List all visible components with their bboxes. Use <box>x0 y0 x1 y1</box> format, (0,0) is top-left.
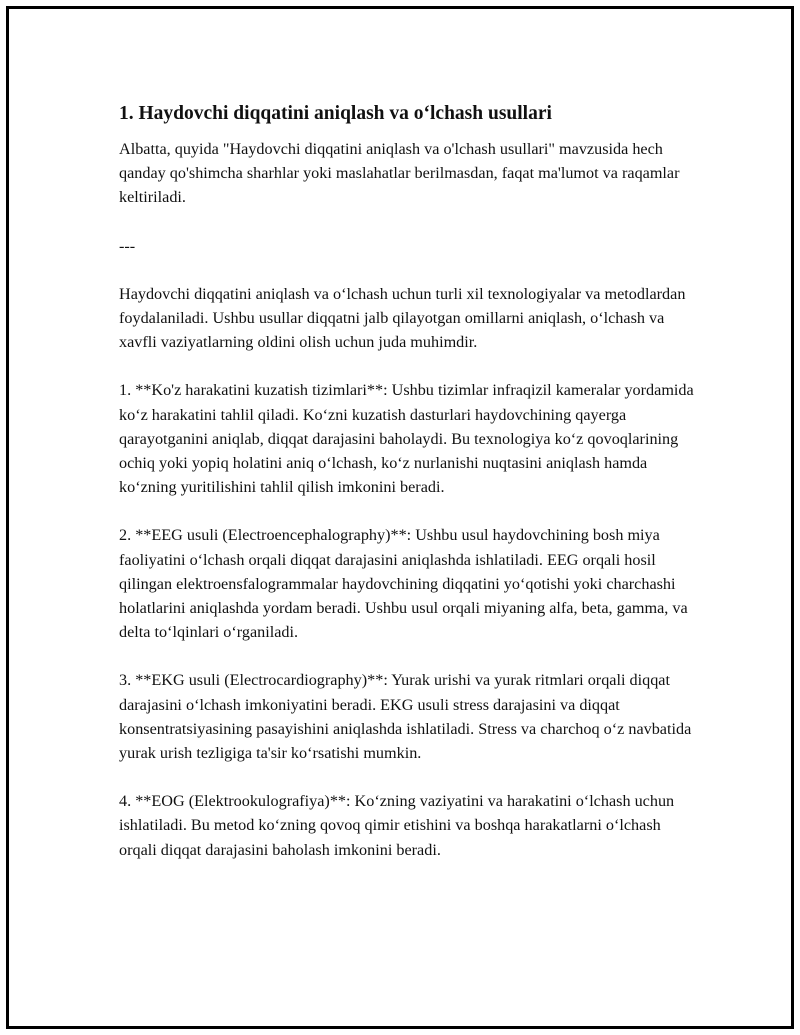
page-frame <box>6 6 794 1029</box>
intro-paragraph: Albatta, quyida "Haydovchi diqqatini aniqlash va o'lchash usullari" mavzusida hech qanday qo'shimcha sharhlar yoki maslahatlar berilmasdan, faqat ma'lumot va raqamlar keltiriladi. <box>119 140 680 207</box>
overview-paragraph: Haydovchi diqqatini aniqlash va o‘lchash uchun turli xil texnologiyalar va metodlardan foydalaniladi. Ushbu usullar diqqatni jalb qilayotgan omillarni aniqlash, o‘lchash va xavfli vaziyatlarning oldini olish uchun juda muhimdir. <box>119 284 686 352</box>
list-item-eye-tracking: 1. **Ko'z harakatini kuzatish tizimlari**: Ushbu tizimlar infraqizil kameralar yordamida ko‘z harakatini tahlil qiladi. Ko‘zni kuzatish dasturlari haydovchining qayerga qarayotganini aniqlab, diqqat darajasini baholaydi. Bu texnologiya ko‘z qovoqlarining ochiq yoki yopiq holatini aniq o‘lchash, ko‘z nurlanishi nuqtasini aniqlash hamda ko‘zning yuritilishini tahlil qilish imkonini beradi. <box>119 381 694 497</box>
list-item-ekg: 3. **EKG usuli (Electrocardiography)**: Yurak urishi va yurak ritmlari orqali diqqat darajasini o‘lchash imkoniyatini beradi. EKG usuli stress darajasini va diqqat konsentratsiyasining pasayishini aniqlashda ishlatiladi. Stress va charchoq o‘z navbatida yurak urish tezligiga ta'sir ko‘rsatishi mumkin. <box>119 671 692 763</box>
page-title: 1. Haydovchi diqqatini aniqlash va o‘lchash usullari <box>119 103 552 124</box>
document-body <box>119 101 699 886</box>
list-item-eeg: 2. **EEG usuli (Electroencephalography)**: Ushbu usul haydovchining bosh miya faoliyatini o‘lchash orqali diqqat darajasini aniqlashda ishlatiladi. EEG orqali hosil qilingan elektroensfalogrammalar haydovchining diqqatini yo‘qotishi yoki charchashi holatlarini aniqlashda yordam beradi. Ushbu usul orqali miyaning alfa, beta, gamma, va delta to‘lqinlari o‘rganiladi. <box>119 526 688 642</box>
separator-line: --- <box>119 236 136 255</box>
list-item-eog: 4. **EOG (Elektrookulografiya)**: Ko‘zning vaziyatini va harakatini o‘lchash uchun ishlatiladi. Bu metod ko‘zning qovoq qimir etishini va boshqa harakatlarni o‘lchash orqali diqqat darajasini baholash imkonini beradi. <box>119 792 675 859</box>
